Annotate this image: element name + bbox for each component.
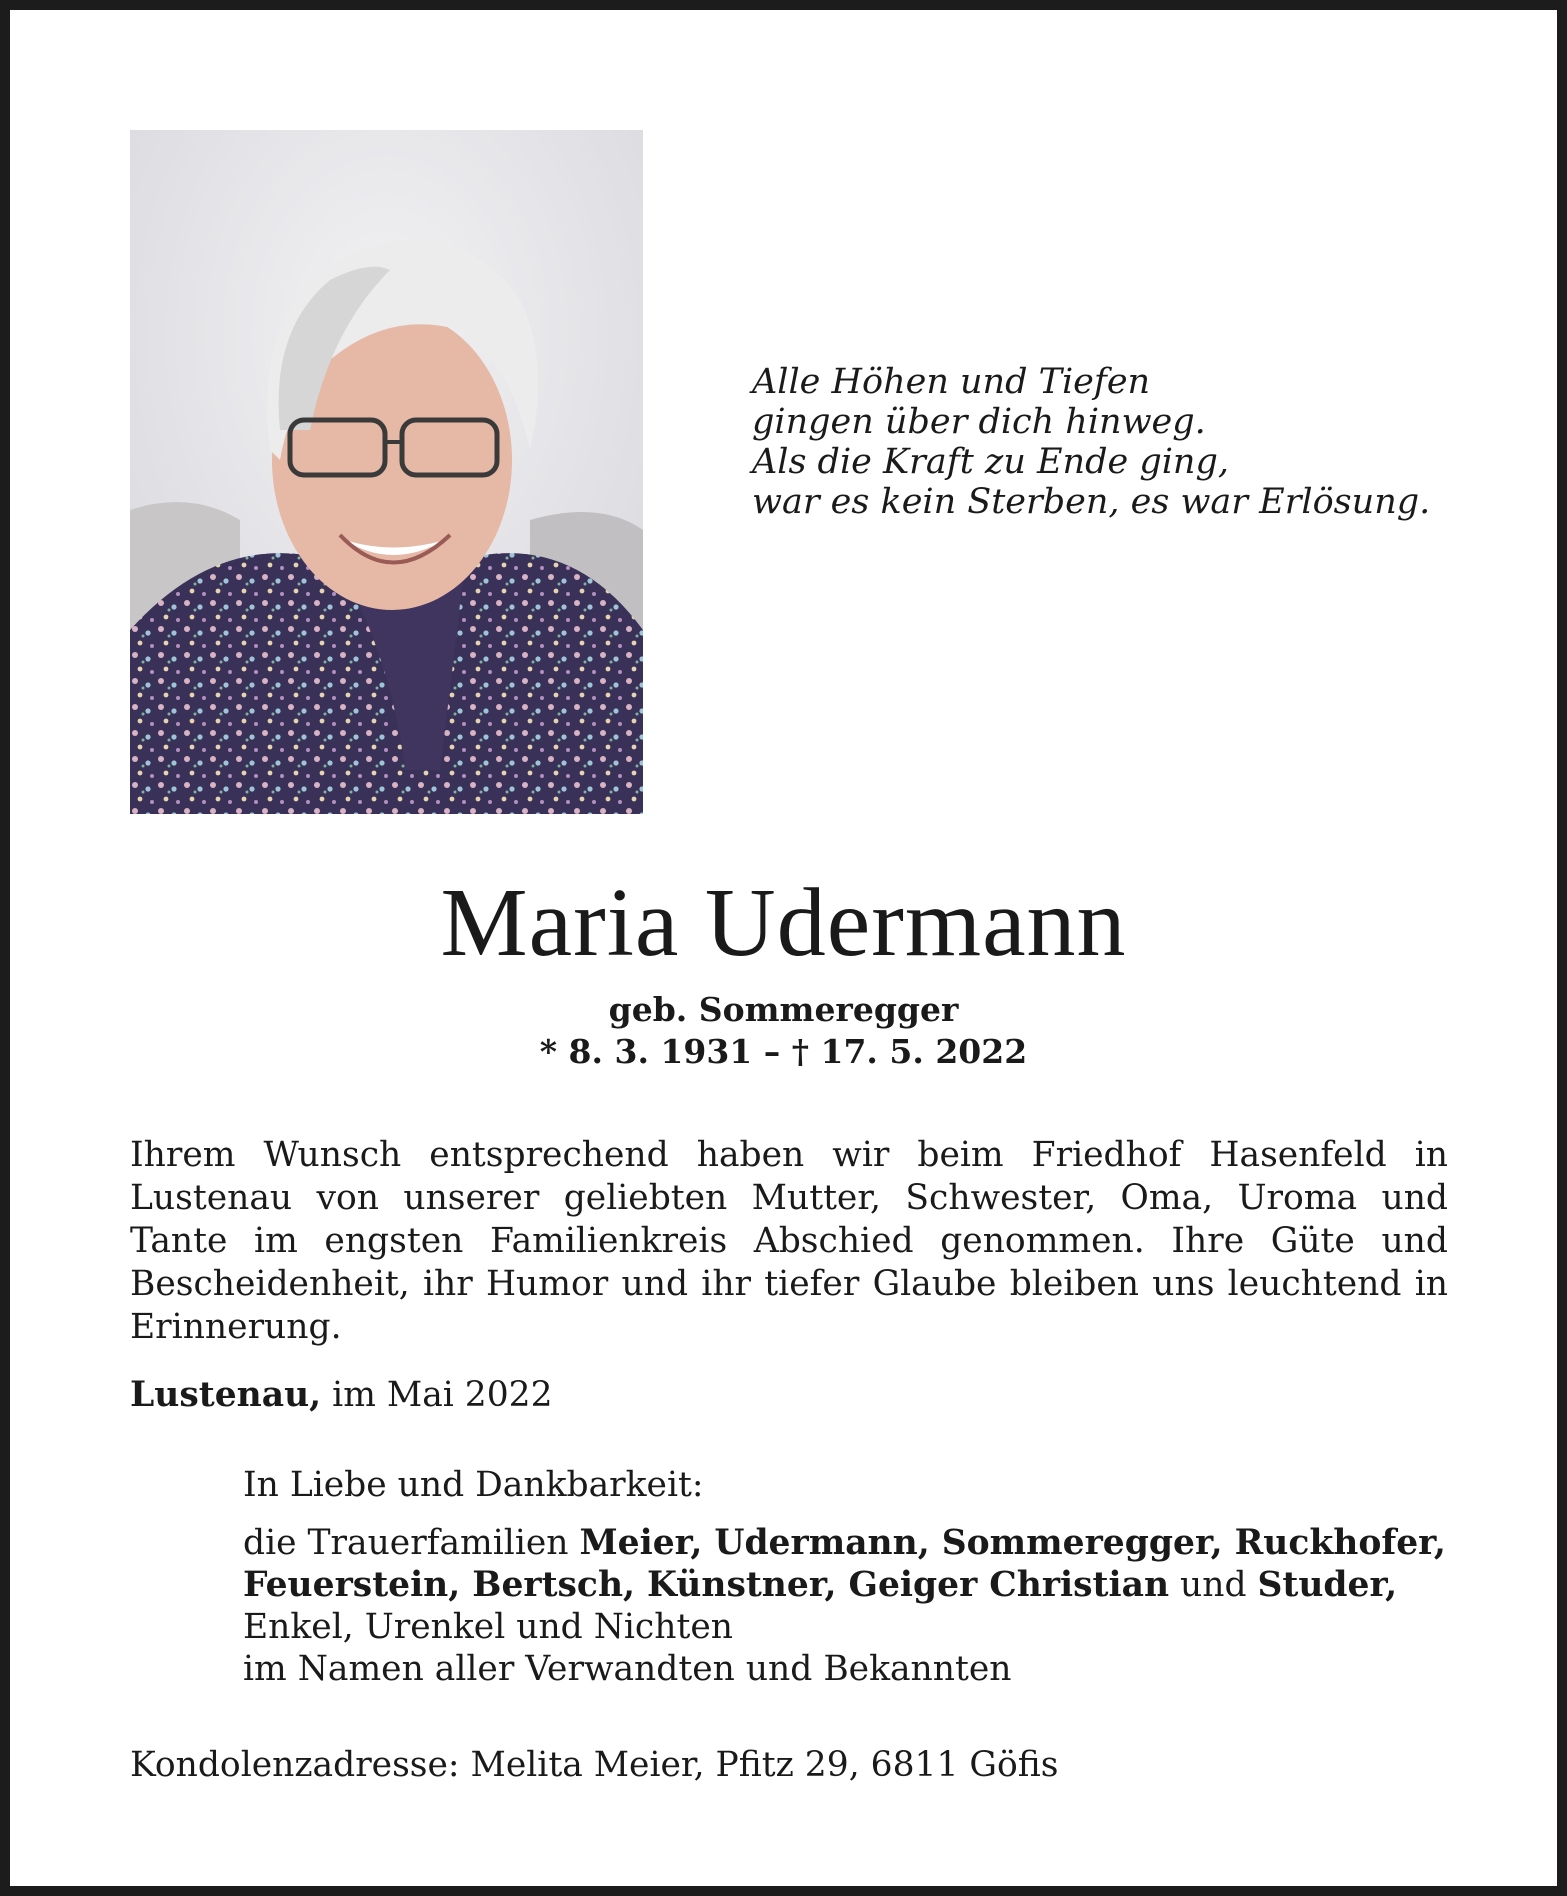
verse	[752, 362, 1431, 522]
place-date-line	[130, 1374, 553, 1417]
birth-name: geb. Sommeregger	[608, 990, 959, 1029]
families-names-2: Feuerstein, Bertsch, Künstner, Geiger Christian	[243, 1565, 1170, 1605]
deceased-name: Maria Udermann	[440, 869, 1127, 977]
life-dates: * 8. 3. 1931 – † 17. 5. 2022	[539, 1032, 1028, 1071]
announcement-text: Ihrem Wunsch entsprechend haben wir beim Friedhof Hasenfeld in Lustenau von unserer geliebten Mutter, Schwester, Oma, Uroma und Tante im engsten Familienkreis Abschied genommen. Ihre Güte und Bescheidenheit, ihr Humor und ihr tiefer Glaube bleiben uns leuchtend in Erinnerung.	[130, 1135, 1448, 1347]
date-line: im Mai 2022	[332, 1375, 553, 1415]
families-prefix: die Trauerfamilien	[243, 1523, 569, 1563]
verse-line: gingen über dich hinweg.	[752, 402, 1206, 442]
verse-line: Als die Kraft zu Ende ging,	[752, 442, 1229, 482]
verse-line: war es kein Sterben, es war Erlösung.	[752, 482, 1431, 522]
closing-block	[243, 1464, 1493, 1690]
condolence-address: Kondolenzadresse: Melita Meier, Pfitz 29, 6811 Göfis	[130, 1745, 1059, 1785]
obituary-page	[10, 10, 1557, 1886]
place: Lustenau,	[130, 1375, 322, 1415]
closing-intro: In Liebe und Dankbarkeit:	[243, 1465, 704, 1505]
families-names-3: Studer,	[1257, 1565, 1398, 1605]
verse-line: Alle Höhen und Tiefen	[752, 362, 1151, 402]
relatives-line: Enkel, Urenkel und Nichten	[243, 1607, 733, 1647]
portrait-illustration	[130, 130, 643, 814]
relatives-line-2: im Namen aller Verwandten und Bekannten	[243, 1649, 1012, 1689]
families-line-2	[243, 1564, 1493, 1606]
families-line-1	[243, 1522, 1493, 1564]
families-names-1: Meier, Udermann, Sommeregger, Ruckhofer,	[579, 1523, 1446, 1563]
portrait-photo	[130, 130, 643, 814]
families-and: und	[1180, 1565, 1247, 1605]
